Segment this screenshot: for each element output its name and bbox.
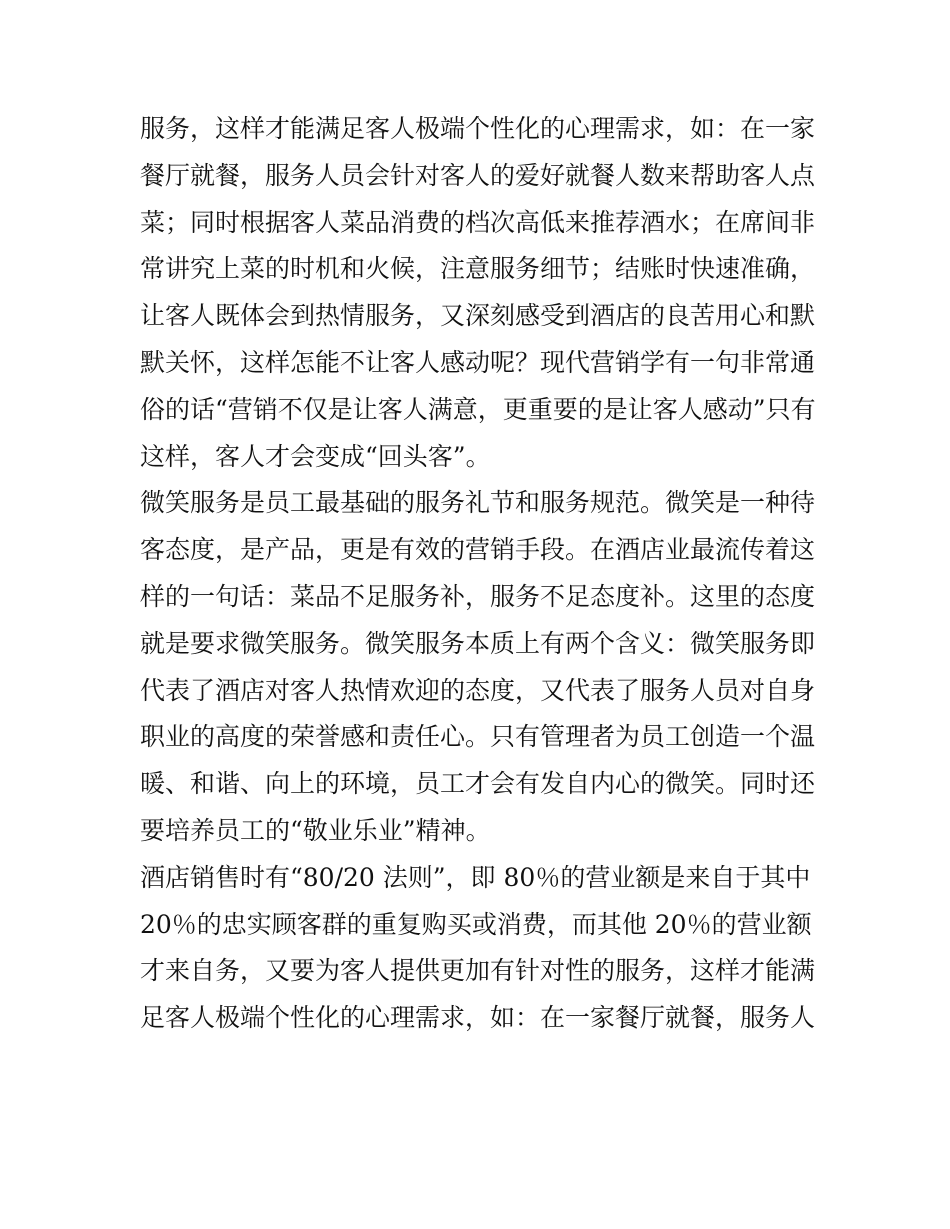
text-line: 默关怀，这样怎能不让客人感动呢？现代营销学有一句非常通 [140, 347, 816, 377]
text-line: 常讲究上菜的时机和火候，注意服务细节；结账时快速准确， [140, 254, 816, 284]
body-text [140, 106, 820, 1042]
text-line: 样的一句话：菜品不足服务补，服务不足态度补。这里的态度 [140, 581, 816, 611]
text-line: 服务，这样才能满足客人极端个性化的心理需求，如：在一家 [140, 114, 816, 143]
text-line: 俗的话“营销不仅是让客人满意，更重要的是让客人感动”只有 [140, 394, 816, 424]
text-line: 餐厅就餐，服务人员会针对客人的爱好就餐人数来帮助客人点 [140, 160, 816, 190]
text-line: 要培养员工的“敬业乐业”精神。 [140, 815, 491, 845]
text-line: 代表了酒店对客人热情欢迎的态度，又代表了服务人员对自身 [140, 675, 816, 705]
text-line: 足客人极端个性化的心理需求，如：在一家餐厅就餐，服务人 [140, 1003, 816, 1033]
text-line: 菜；同时根据客人菜品消费的档次高低来推荐酒水；在席间非 [140, 207, 816, 237]
text-line: 微笑服务是员工最基础的服务礼节和服务规范。微笑是一种待 [140, 488, 816, 518]
text-line: 就是要求微笑服务。微笑服务本质上有两个含义：微笑服务即 [140, 628, 816, 658]
text-line: 酒店销售时有“80/20 法则”，即 80％的营业额是来自于其中 [140, 862, 811, 892]
text-line: 让客人既体会到热情服务，又深刻感受到酒店的良苦用心和默 [140, 301, 816, 331]
text-line: 20％的忠实顾客群的重复购买或消费，而其他 20％的营业额 [140, 909, 812, 939]
text-line: 才来自务，又要为客人提供更加有针对性的服务，这样才能满 [140, 956, 816, 986]
text-line: 这样，客人才会变成“回头客”。 [140, 441, 491, 471]
text-line: 客态度，是产品，更是有效的营销手段。在酒店业最流传着这 [140, 535, 816, 565]
text-line: 职业的高度的荣誉感和责任心。只有管理者为员工创造一个温 [140, 722, 816, 752]
text-line: 暖、和谐、向上的环境，员工才会有发自内心的微笑。同时还 [140, 769, 816, 799]
